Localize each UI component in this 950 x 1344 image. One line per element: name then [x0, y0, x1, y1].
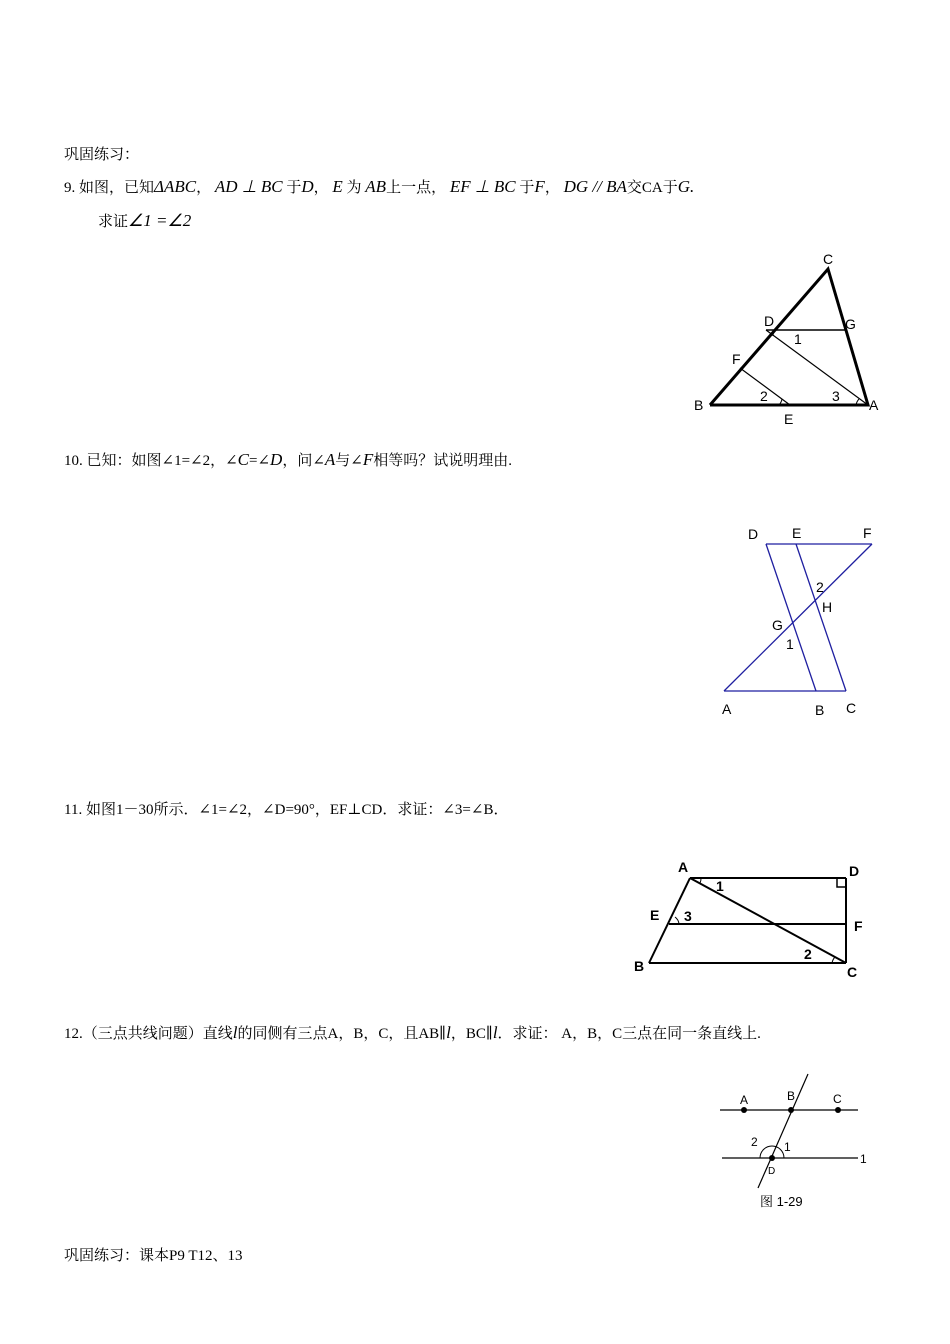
q9-text: 上一点，	[386, 180, 447, 196]
q12-math-l: l	[232, 1023, 238, 1042]
label-b: B	[694, 397, 704, 413]
label-a: A	[869, 397, 879, 413]
label-angle-2: 2	[760, 388, 768, 404]
q9-text: 于	[286, 180, 302, 196]
footer-practice: 巩固练习：课本P9 T12、13	[64, 1248, 243, 1264]
label-angle-2: 2	[804, 946, 812, 962]
label-d: D	[768, 1166, 776, 1177]
label-angle-2: 2	[816, 579, 824, 595]
q12-text: ，BC∥	[450, 1026, 493, 1042]
point-d	[769, 1155, 775, 1161]
q10-text: =∠	[249, 453, 271, 469]
angle-arc-3	[675, 917, 679, 924]
label-f: F	[854, 918, 863, 934]
segment-af	[724, 544, 872, 691]
q9-math-ef-perp-bc: EF ⊥ BC	[449, 177, 516, 196]
label-angle-1: 1	[794, 331, 802, 347]
question-9-statement	[64, 177, 694, 198]
label-g: G	[772, 617, 783, 633]
label-b: B	[815, 702, 825, 718]
label-e: E	[650, 907, 660, 923]
q10-math-d: D	[270, 450, 283, 469]
q9-math-ab: AB	[365, 177, 387, 196]
label-angle-3: 3	[832, 388, 840, 404]
figure-q11	[630, 855, 870, 990]
q9-text: 于	[519, 180, 535, 196]
label-angle-1: 1	[786, 636, 794, 652]
label-angle-3: 3	[684, 908, 692, 924]
question-12-statement	[64, 1023, 761, 1044]
q12-text: 12.（三点共线问题）直线	[64, 1026, 233, 1042]
label-angle-1: 1	[716, 878, 724, 894]
q12-math-l: l	[446, 1023, 451, 1042]
label-a: A	[722, 701, 732, 717]
q10-math-f: F	[362, 450, 374, 469]
label-f: F	[863, 525, 872, 541]
q10-text: 10. 已知：如图∠1=∠2，∠	[64, 453, 238, 469]
label-a: A	[740, 1093, 749, 1107]
q10-math-c: C	[237, 450, 250, 469]
label-c: C	[846, 700, 857, 716]
label-e: E	[792, 525, 802, 541]
q10-text: ，问∠	[282, 453, 325, 469]
figure-caption: 图 1-29	[760, 1194, 803, 1209]
figure-q12	[712, 1070, 882, 1220]
segment-da	[766, 330, 868, 405]
q9-math-d: D	[301, 177, 314, 196]
figure-q9-triangle	[680, 248, 890, 428]
figure-q10	[710, 518, 890, 723]
q9-math-triangle: ΔABC	[154, 177, 197, 196]
segment-ec	[796, 544, 846, 691]
q9-text: 为	[346, 180, 362, 196]
q9-math-ad-perp-bc: AD ⊥ BC	[214, 177, 283, 196]
q9-sep: ，	[544, 180, 560, 196]
q9-text: 交CA于	[626, 180, 678, 196]
q9-sep: ，	[196, 180, 212, 196]
label-angle-2: 2	[751, 1135, 758, 1149]
section-heading: 巩固练习：	[64, 147, 140, 163]
label-b: B	[787, 1089, 796, 1103]
label-d: D	[764, 313, 775, 329]
question-10-statement	[64, 450, 512, 471]
label-a: A	[678, 859, 689, 875]
label-line-l: 1	[860, 1152, 867, 1166]
q10-text: 与∠	[335, 453, 363, 469]
label-g: G	[845, 316, 856, 332]
label-c: C	[823, 251, 834, 267]
q9-math-dg-parallel-ba: DG // BA	[563, 177, 627, 196]
q12-text: ．求证： A，B，C三点在同一条直线上.	[497, 1026, 761, 1042]
q9-sep: ，	[313, 180, 329, 196]
point-b	[788, 1107, 794, 1113]
label-d: D	[849, 863, 860, 879]
segment-ac	[690, 878, 846, 963]
q10-math-a: A	[324, 450, 336, 469]
label-c: C	[847, 964, 858, 980]
q10-text: 相等吗？试说明理由.	[373, 453, 513, 469]
label-d: D	[748, 526, 759, 542]
label-c: C	[833, 1092, 842, 1106]
right-angle-mark	[837, 878, 846, 887]
label-b: B	[634, 958, 645, 974]
q9-math-g: G.	[677, 177, 695, 196]
q12-math-l: l	[492, 1023, 498, 1042]
label-f: F	[732, 351, 741, 367]
label-angle-1: 1	[784, 1140, 791, 1154]
q9-math-goal: ∠1 =∠2	[128, 211, 192, 230]
q9-math-f: F	[534, 177, 545, 196]
q9-prove-label: 求证	[98, 214, 129, 230]
label-h: H	[822, 599, 833, 615]
point-a	[741, 1107, 747, 1113]
q12-text: 的同侧有三点A，B，C，且AB∥	[237, 1026, 447, 1042]
label-e: E	[784, 411, 794, 427]
point-c	[835, 1107, 841, 1113]
question-9-goal	[98, 211, 191, 232]
question-11-statement: 11. 如图1－30所示．∠1=∠2，∠D=90°，EF⊥CD．求证：∠3=∠B．	[64, 802, 509, 818]
transversal-bd	[758, 1074, 808, 1188]
q9-text: 9. 如图，已知	[64, 180, 155, 196]
q9-math-e: E	[332, 177, 343, 196]
